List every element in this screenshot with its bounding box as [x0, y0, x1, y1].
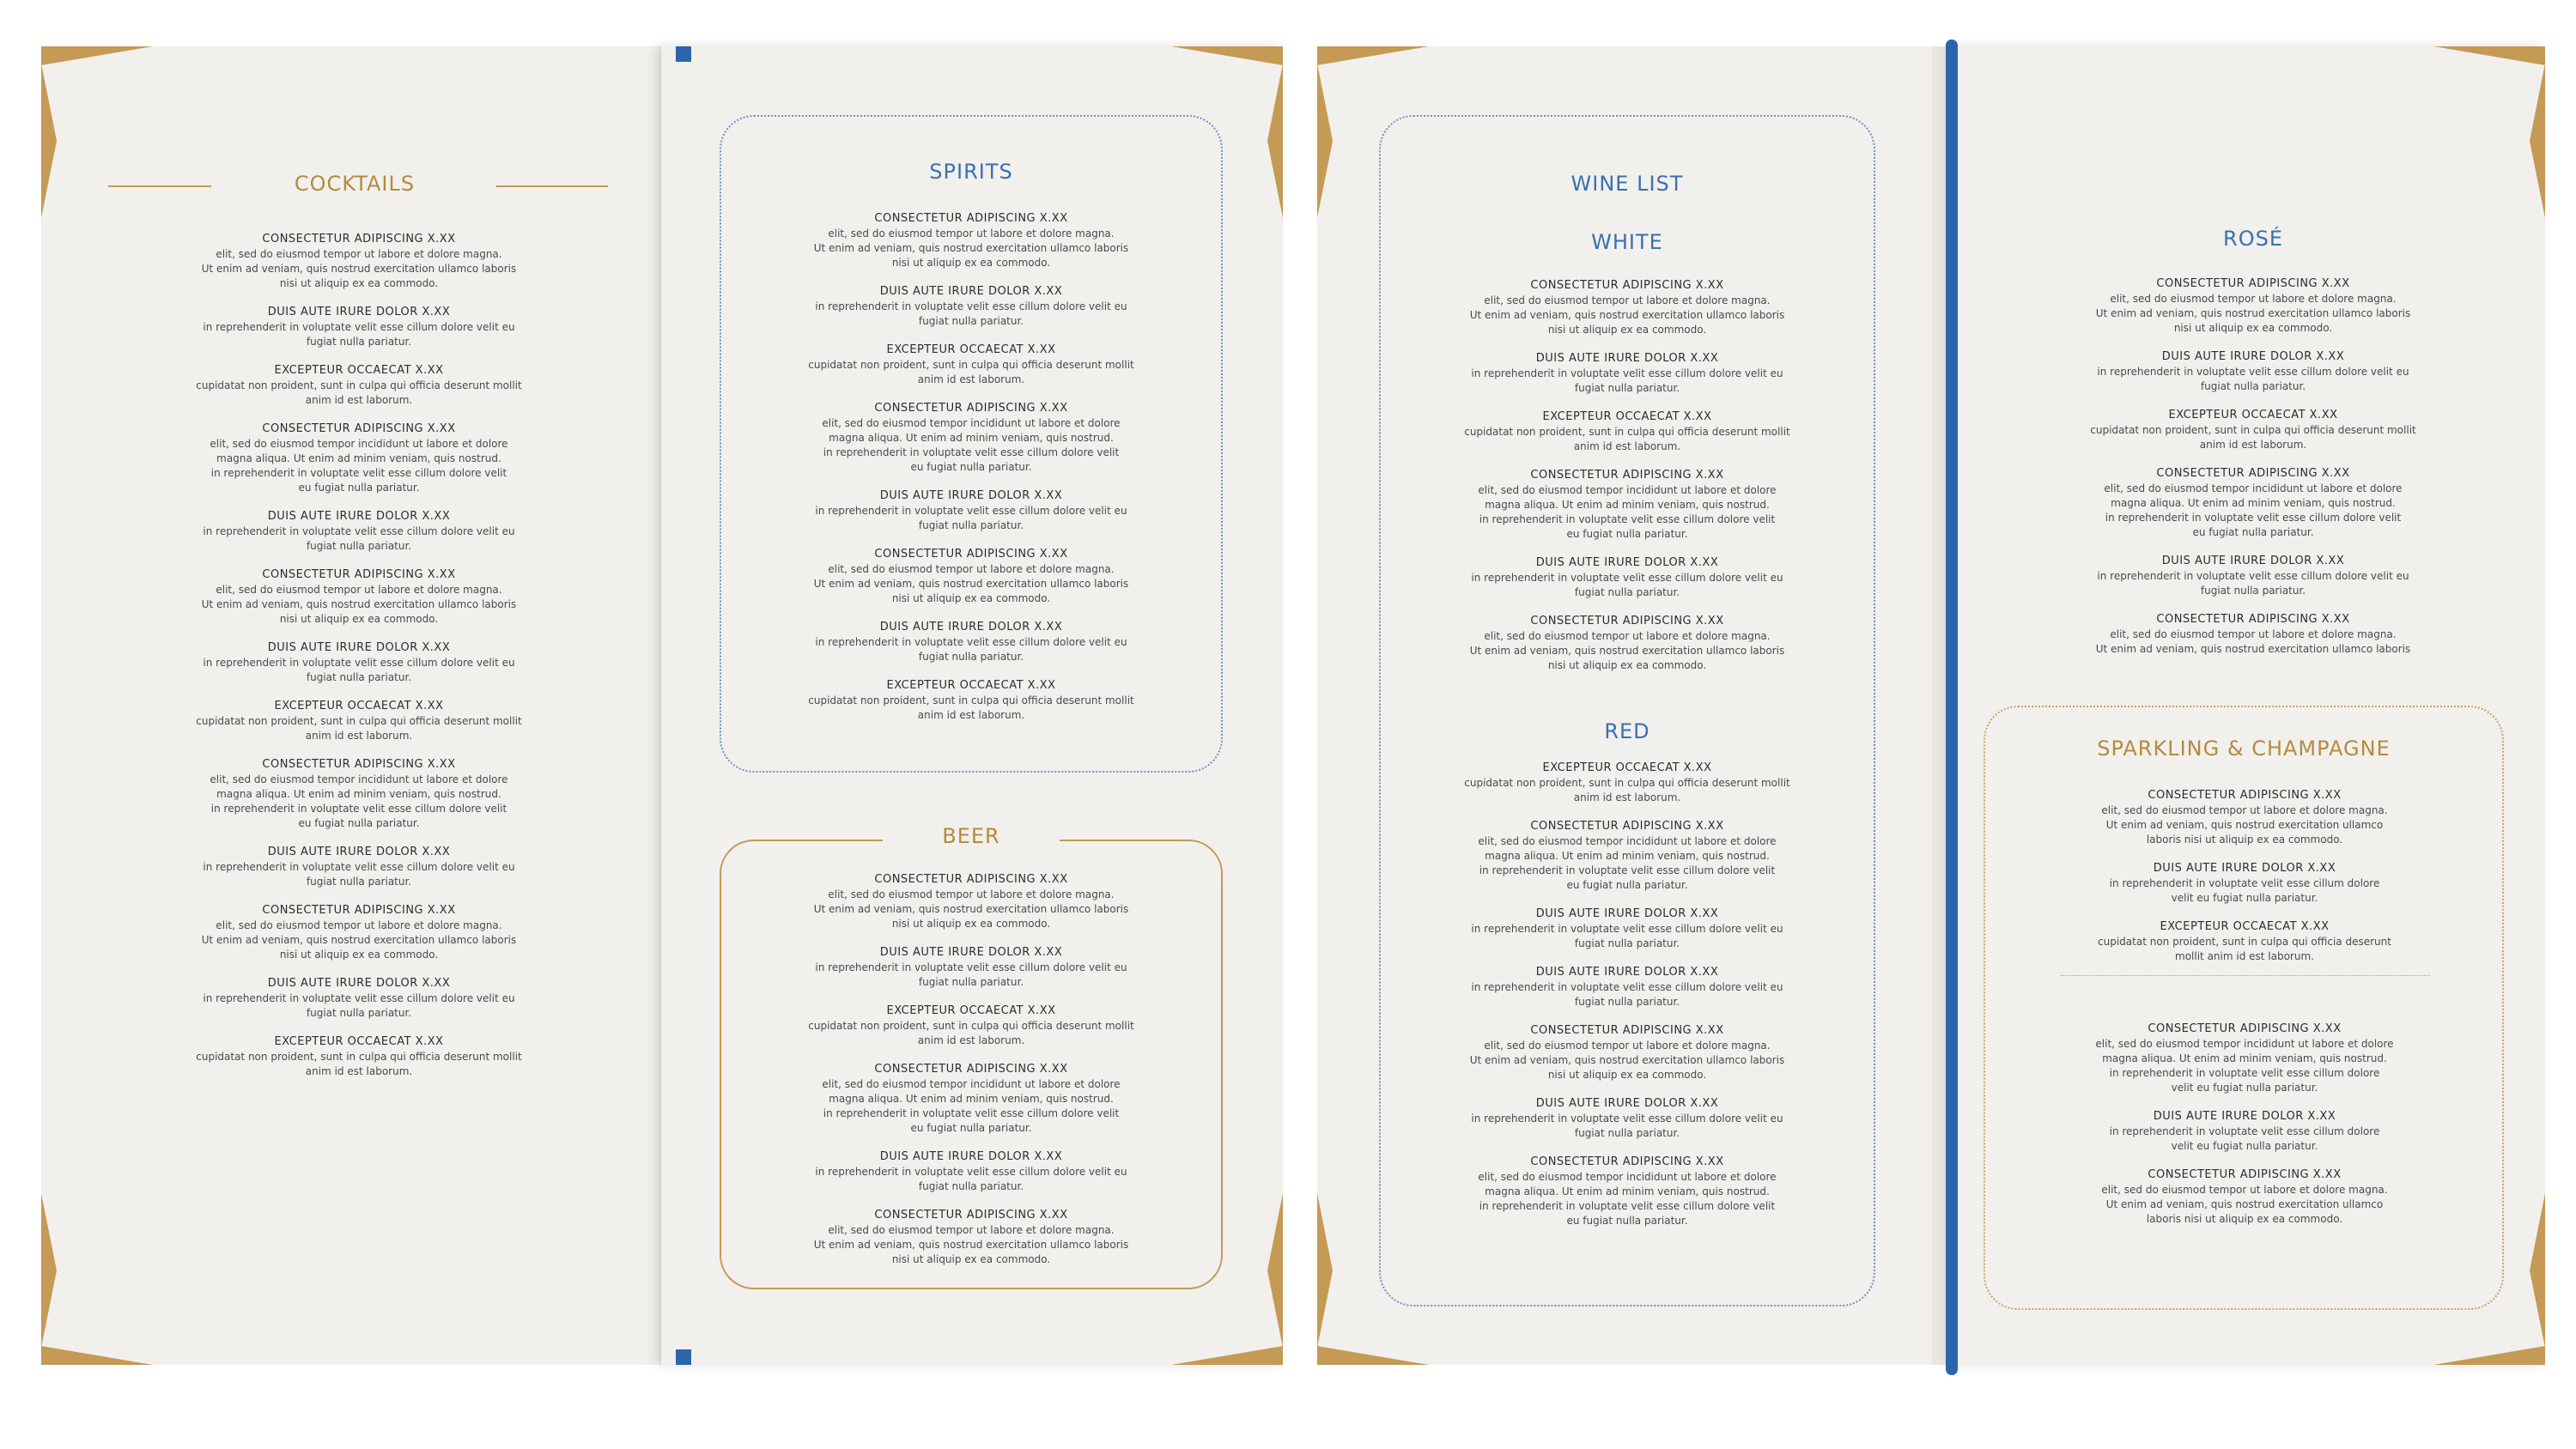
menu-item-name: CONSECTETUR ADIPISCING X.XX [1530, 615, 1724, 627]
menu-item-description: elit, sed do eiusmod tempor incididunt ut labore et dolore [210, 438, 508, 450]
menu-item [170, 699, 548, 743]
menu-item-description: in reprehenderit in voluptate velit esse cillum dolore [2109, 877, 2380, 889]
menu-item-description: fugiat nulla pariatur. [1574, 382, 1680, 394]
title-rule [108, 185, 211, 187]
menu-item-name: CONSECTETUR ADIPISCING X.XX [2156, 277, 2350, 290]
menu-item [1408, 819, 1846, 893]
menu-item [170, 421, 548, 495]
menu-item-description: magna aliqua. Ut enim ad minim veniam, quis nostrud. [829, 1093, 1114, 1105]
menu-item-description: in reprehenderit in voluptate velit esse cillum dolore velit [1479, 864, 1776, 876]
corner-ornament [41, 1193, 57, 1348]
menu-item-description: anim id est laborum. [305, 1065, 413, 1077]
menu-item-description: cupidatat non proident, sunt in culpa qui officia deserunt mollit [196, 379, 522, 391]
menu-item-description: elit, sed do eiusmod tempor ut labore et dolore magna. [216, 248, 502, 260]
corner-ornament [2433, 46, 2545, 65]
menu-item-description: magna aliqua. Ut enim ad minim veniam, quis nostrud. [1485, 1185, 1770, 1197]
menu-item-name: CONSECTETUR ADIPISCING X.XX [262, 758, 456, 771]
menu-item-description: Ut enim ad veniam, quis nostrud exercitation ullamco laboris [813, 242, 1129, 254]
menu-right [1317, 46, 2545, 1365]
red-title: RED [1604, 719, 1650, 743]
corner-ornament [1317, 46, 1429, 65]
menu-item-description: fugiat nulla pariatur. [918, 651, 1024, 663]
menu-item-description: magna aliqua. Ut enim ad minim veniam, quis nostrud. [216, 788, 501, 800]
menu-item-name: CONSECTETUR ADIPISCING X.XX [874, 1209, 1068, 1222]
menu-item [1408, 1096, 1846, 1141]
menu-item [754, 1062, 1188, 1136]
beer-list [754, 872, 1188, 1281]
menu-item-description: in reprehenderit in voluptate velit esse cillum dolore velit eu [203, 992, 515, 1004]
menu-item-name: CONSECTETUR ADIPISCING X.XX [262, 568, 456, 581]
menu-item [754, 945, 1188, 990]
menu-item-description: in reprehenderit in voluptate velit esse cillum dolore velit eu [815, 505, 1127, 517]
menu-item-description: elit, sed do eiusmod tempor ut labore et dolore magna. [2101, 804, 2388, 816]
menu-item [1408, 1023, 1846, 1082]
menu-item [170, 363, 548, 408]
corner-ornament [1171, 46, 1283, 65]
menu-item-description: magna aliqua. Ut enim ad minim veniam, quis nostrud. [1485, 499, 1770, 511]
menu-item-description: Ut enim ad veniam, quis nostrud exercitation ullamco laboris [1469, 1054, 1785, 1066]
menu-item-name: CONSECTETUR ADIPISCING X.XX [2148, 1022, 2342, 1035]
menu-item [754, 678, 1188, 723]
menu-item-description: Ut enim ad veniam, quis nostrud exercitation ullamco laboris [1469, 645, 1785, 657]
menu-item-description: nisi ut aliquip ex ea commodo. [891, 1253, 1051, 1265]
menu-item [754, 343, 1188, 387]
menu-item-description: elit, sed do eiusmod tempor incididunt ut labore et dolore [210, 773, 508, 785]
menu-item-name: CONSECTETUR ADIPISCING X.XX [2156, 467, 2350, 480]
menu-item-name: DUIS AUTE IRURE DOLOR X.XX [1535, 352, 1719, 365]
menu-item-description: in reprehenderit in voluptate velit esse cillum dolore velit [1479, 1200, 1776, 1212]
menu-item [2038, 466, 2468, 540]
menu-item-description: cupidatat non proident, sunt in culpa qui officia deserunt mollit [196, 715, 522, 727]
menu-item-description: eu fugiat nulla pariatur. [298, 482, 420, 494]
menu-item [2030, 861, 2459, 906]
menu-item-name: CONSECTETUR ADIPISCING X.XX [262, 904, 456, 917]
menu-item-description: Ut enim ad veniam, quis nostrud exercitation ullamco laboris [201, 934, 517, 946]
menu-item-description: elit, sed do eiusmod tempor ut labore et dolore magna. [2110, 628, 2397, 640]
menu-item-name: CONSECTETUR ADIPISCING X.XX [1530, 1024, 1724, 1037]
menu-item-name: CONSECTETUR ADIPISCING X.XX [1530, 1155, 1724, 1168]
menu-item-description: magna aliqua. Ut enim ad minim veniam, quis nostrud. [1485, 850, 1770, 862]
menu-item-description: laboris nisi ut aliquip ex ea commodo. [2146, 834, 2343, 846]
menu-item-description: eu fugiat nulla pariatur. [1566, 879, 1688, 891]
menu-item-description: nisi ut aliquip ex ea commodo. [891, 918, 1051, 930]
binding-strap [1946, 39, 1958, 1375]
menu-item-description: Ut enim ad veniam, quis nostrud exercitation ullamco [2105, 1198, 2384, 1210]
menu-item-description: nisi ut aliquip ex ea commodo. [1547, 324, 1707, 336]
spirits-list [754, 211, 1188, 737]
menu-item-name: EXCEPTEUR OCCAECAT X.XX [886, 343, 1056, 356]
menu-item-description: elit, sed do eiusmod tempor incididunt ut labore et dolore [1478, 484, 1777, 496]
menu-item-description: cupidatat non proident, sunt in culpa qui officia deserunt [2098, 936, 2391, 948]
menu-item-description: eu fugiat nulla pariatur. [2192, 526, 2314, 538]
menu-item-name: CONSECTETUR ADIPISCING X.XX [2156, 613, 2350, 626]
menu-item [170, 640, 548, 685]
menu-item-description: in reprehenderit in voluptate velit esse cillum dolore velit [823, 446, 1120, 458]
menu-item-description: nisi ut aliquip ex ea commodo. [1547, 1069, 1707, 1081]
menu-item [170, 509, 548, 554]
menu-item-description: in reprehenderit in voluptate velit esse cillum dolore [2109, 1125, 2380, 1137]
corner-ornament [41, 46, 153, 65]
menu-item-description: elit, sed do eiusmod tempor ut labore et dolore magna. [828, 1224, 1115, 1236]
menu-item-description: in reprehenderit in voluptate velit esse cillum dolore [2109, 1067, 2380, 1079]
corner-ornament [1317, 64, 1333, 218]
menu-item-description: fugiat nulla pariatur. [1574, 586, 1680, 598]
menu-item-name: DUIS AUTE IRURE DOLOR X.XX [267, 510, 451, 523]
menu-item-name: CONSECTETUR ADIPISCING X.XX [2148, 789, 2342, 802]
menu-item [754, 488, 1188, 533]
menu-item-name: CONSECTETUR ADIPISCING X.XX [874, 212, 1068, 225]
menu-item-description: anim id est laborum. [917, 1034, 1025, 1046]
menu-item-description: fugiat nulla pariatur. [918, 1180, 1024, 1192]
menu-item [2038, 276, 2468, 336]
white-list [1408, 278, 1846, 687]
menu-item [754, 547, 1188, 606]
corner-ornament [1267, 1193, 1283, 1348]
menu-item-description: elit, sed do eiusmod tempor ut labore et dolore magna. [2101, 1184, 2388, 1196]
menu-item-description: in reprehenderit in voluptate velit esse cillum dolore velit eu [815, 961, 1127, 973]
menu-item-description: cupidatat non proident, sunt in culpa qui officia deserunt mollit [808, 359, 1134, 371]
menu-item-description: elit, sed do eiusmod tempor ut labore et dolore magna. [828, 227, 1115, 239]
corner-ornament [2433, 1346, 2545, 1365]
corner-ornament [1317, 1346, 1429, 1365]
menu-item-description: cupidatat non proident, sunt in culpa qui officia deserunt mollit [1464, 426, 1790, 438]
corner-ornament [41, 1346, 153, 1365]
menu-item-name: CONSECTETUR ADIPISCING X.XX [874, 402, 1068, 415]
menu-item [1408, 278, 1846, 337]
menu-item [170, 232, 548, 291]
menu-item-description: eu fugiat nulla pariatur. [298, 817, 420, 829]
menu-item-description: elit, sed do eiusmod tempor incididunt ut labore et dolore [822, 1078, 1121, 1090]
menu-item-description: magna aliqua. Ut enim ad minim veniam, quis nostrud. [829, 432, 1114, 444]
menu-item-description: fugiat nulla pariatur. [918, 315, 1024, 327]
menu-item [754, 401, 1188, 475]
menu-item-description: in reprehenderit in voluptate velit esse cillum dolore velit eu [2097, 570, 2409, 582]
menu-item [2030, 1167, 2459, 1227]
menu-item-description: fugiat nulla pariatur. [2200, 380, 2306, 392]
menu-item-description: in reprehenderit in voluptate velit esse cillum dolore velit eu [1471, 981, 1783, 993]
menu-item-description: cupidatat non proident, sunt in culpa qui officia deserunt mollit [808, 1020, 1134, 1032]
menu-item-description: elit, sed do eiusmod tempor incididunt ut labore et dolore [822, 417, 1121, 429]
menu-item [1408, 555, 1846, 600]
menu-item-name: CONSECTETUR ADIPISCING X.XX [874, 1063, 1068, 1076]
menu-item-description: in reprehenderit in voluptate velit esse cillum dolore velit [210, 803, 507, 815]
menu-item-description: elit, sed do eiusmod tempor ut labore et dolore magna. [2110, 293, 2397, 305]
sparkling-divider [2061, 975, 2430, 977]
menu-item [1408, 1155, 1846, 1228]
menu-left [41, 46, 1283, 1365]
menu-item-description: Ut enim ad veniam, quis nostrud exercitation ullamco laboris [1469, 309, 1785, 321]
menu-item-description: Ut enim ad veniam, quis nostrud exercitation ullamco laboris [2095, 307, 2411, 319]
menu-item-name: DUIS AUTE IRURE DOLOR X.XX [879, 1150, 1063, 1163]
menu-item-description: in reprehenderit in voluptate velit esse cillum dolore velit [210, 467, 507, 479]
menu-item-description: in reprehenderit in voluptate velit esse cillum dolore velit [823, 1107, 1120, 1119]
cocktails-title: COCKTAILS [294, 172, 416, 196]
menu-item-description: in reprehenderit in voluptate velit esse cillum dolore velit eu [815, 1166, 1127, 1178]
rose-list [2038, 276, 2468, 670]
menu-item-description: nisi ut aliquip ex ea commodo. [279, 949, 439, 961]
corner-ornament [1171, 1346, 1283, 1365]
menu-item [754, 284, 1188, 329]
menu-item-description: in reprehenderit in voluptate velit esse cillum dolore velit eu [203, 321, 515, 333]
menu-item-description: eu fugiat nulla pariatur. [910, 461, 1032, 473]
menu-item [170, 1034, 548, 1079]
menu-item-description: velit eu fugiat nulla pariatur. [2171, 1082, 2318, 1094]
sparkling-title: SPARKLING & CHAMPAGNE [2097, 737, 2391, 761]
corner-ornament [41, 64, 57, 218]
menu-item-description: fugiat nulla pariatur. [1574, 937, 1680, 949]
menu-item [1408, 965, 1846, 1009]
menu-item [2038, 554, 2468, 598]
menu-item-name: EXCEPTEUR OCCAECAT X.XX [274, 364, 444, 377]
sparkling-list-top [2030, 788, 2459, 978]
menu-item-name: DUIS AUTE IRURE DOLOR X.XX [267, 846, 451, 858]
menu-item [754, 211, 1188, 270]
menu-item-description: velit eu fugiat nulla pariatur. [2171, 1140, 2318, 1152]
menu-item [170, 305, 548, 349]
menu-item [1408, 906, 1846, 951]
binding-clip [676, 46, 691, 62]
menu-item [754, 1208, 1188, 1267]
menu-item-description: elit, sed do eiusmod tempor incididunt ut labore et dolore [2104, 482, 2403, 494]
menu-item-description: fugiat nulla pariatur. [306, 1007, 412, 1019]
menu-item [170, 976, 548, 1021]
rose-title: ROSÉ [2223, 227, 2283, 251]
menu-item-name: DUIS AUTE IRURE DOLOR X.XX [879, 285, 1063, 298]
menu-item-description: in reprehenderit in voluptate velit esse cillum dolore velit eu [1471, 923, 1783, 935]
menu-item-name: EXCEPTEUR OCCAECAT X.XX [1542, 410, 1712, 423]
menu-item-name: CONSECTETUR ADIPISCING X.XX [874, 873, 1068, 886]
menu-item-name: DUIS AUTE IRURE DOLOR X.XX [879, 621, 1063, 634]
menu-item [1408, 614, 1846, 673]
menu-item [1408, 468, 1846, 542]
menu-item-name: CONSECTETUR ADIPISCING X.XX [1530, 820, 1724, 833]
menu-item-description: nisi ut aliquip ex ea commodo. [891, 257, 1051, 269]
menu-item-name: CONSECTETUR ADIPISCING X.XX [1530, 469, 1724, 482]
menu-item [1408, 351, 1846, 396]
menu-item-description: fugiat nulla pariatur. [918, 976, 1024, 988]
menu-item-description: in reprehenderit in voluptate velit esse cillum dolore velit eu [203, 861, 515, 873]
menu-item-description: fugiat nulla pariatur. [306, 540, 412, 552]
menu-item-description: elit, sed do eiusmod tempor ut labore et dolore magna. [828, 888, 1115, 900]
menu-item-description: in reprehenderit in voluptate velit esse cillum dolore velit eu [1471, 572, 1783, 584]
menu-item-description: cupidatat non proident, sunt in culpa qui officia deserunt mollit [808, 694, 1134, 706]
menu-item-description: nisi ut aliquip ex ea commodo. [1547, 659, 1707, 671]
menu-item [754, 1003, 1188, 1048]
menu-item-description: Ut enim ad veniam, quis nostrud exercitation ullamco laboris [813, 1239, 1129, 1251]
menu-item-name: DUIS AUTE IRURE DOLOR X.XX [1535, 556, 1719, 569]
menu-item-name: DUIS AUTE IRURE DOLOR X.XX [879, 489, 1063, 502]
menu-item-description: fugiat nulla pariatur. [306, 876, 412, 888]
menu-item-name: DUIS AUTE IRURE DOLOR X.XX [267, 306, 451, 318]
menu-item-description: in reprehenderit in voluptate velit esse cillum dolore velit eu [203, 657, 515, 669]
menu-item-description: cupidatat non proident, sunt in culpa qui officia deserunt mollit [2090, 424, 2416, 436]
menu-item-name: DUIS AUTE IRURE DOLOR X.XX [879, 946, 1063, 959]
menu-item-description: magna aliqua. Ut enim ad minim veniam, quis nostrud. [216, 452, 501, 464]
menu-item-name: CONSECTETUR ADIPISCING X.XX [874, 548, 1068, 561]
menu-item-description: elit, sed do eiusmod tempor ut labore et dolore magna. [1484, 630, 1771, 642]
menu-item-description: elit, sed do eiusmod tempor ut labore et dolore magna. [216, 919, 502, 931]
sparkling-list-bottom [2030, 1022, 2459, 1240]
menu-item-description: anim id est laborum. [1573, 791, 1681, 803]
menu-item-description: eu fugiat nulla pariatur. [1566, 528, 1688, 540]
red-list [1408, 761, 1846, 1242]
menu-item-description: Ut enim ad veniam, quis nostrud exercitation ullamco laboris [2095, 643, 2411, 655]
menu-item [2030, 919, 2459, 964]
menu-item [1408, 409, 1846, 454]
menu-item [754, 620, 1188, 664]
corner-ornament [2530, 1193, 2545, 1348]
menu-item [754, 1149, 1188, 1194]
menu-item-description: nisi ut aliquip ex ea commodo. [891, 592, 1051, 604]
menu-item-description: Ut enim ad veniam, quis nostrud exercitation ullamco laboris [813, 903, 1129, 915]
menu-item [754, 872, 1188, 931]
menu-item-description: Ut enim ad veniam, quis nostrud exercitation ullamco laboris [813, 578, 1129, 590]
menu-item-name: DUIS AUTE IRURE DOLOR X.XX [267, 641, 451, 654]
menu-item-name: DUIS AUTE IRURE DOLOR X.XX [1535, 966, 1719, 979]
menu-item-description: eu fugiat nulla pariatur. [1566, 1215, 1688, 1227]
menu-item-description: magna aliqua. Ut enim ad minim veniam, quis nostrud. [2111, 497, 2396, 509]
menu-item-description: elit, sed do eiusmod tempor incididunt ut labore et dolore [1478, 1171, 1777, 1183]
spirits-title: SPIRITS [929, 160, 1013, 184]
menu-item-description: elit, sed do eiusmod tempor ut labore et dolore magna. [1484, 294, 1771, 306]
menu-item-description: Ut enim ad veniam, quis nostrud exercitation ullamco laboris [201, 263, 517, 275]
menu-item-description: anim id est laborum. [917, 709, 1025, 721]
menu-item-name: DUIS AUTE IRURE DOLOR X.XX [267, 977, 451, 990]
menu-item-description: elit, sed do eiusmod tempor incididunt ut labore et dolore [2095, 1038, 2394, 1050]
menu-item-description: elit, sed do eiusmod tempor ut labore et dolore magna. [1484, 1040, 1771, 1052]
menu-item-description: anim id est laborum. [917, 373, 1025, 385]
menu-item-name: DUIS AUTE IRURE DOLOR X.XX [1535, 1097, 1719, 1110]
menu-item-description: in reprehenderit in voluptate velit esse cillum dolore velit eu [815, 636, 1127, 648]
menu-item-name: EXCEPTEUR OCCAECAT X.XX [2168, 409, 2338, 421]
corner-ornament [1267, 64, 1283, 218]
menu-item-description: in reprehenderit in voluptate velit esse cillum dolore velit [1479, 513, 1776, 525]
menu-item [2030, 788, 2459, 847]
menu-item [170, 757, 548, 831]
menu-item-description: Ut enim ad veniam, quis nostrud exercitation ullamco laboris [201, 598, 517, 610]
binding-clip [676, 1349, 691, 1365]
menu-item-description: anim id est laborum. [305, 730, 413, 742]
menu-item [2030, 1109, 2459, 1154]
menu-item-name: CONSECTETUR ADIPISCING X.XX [262, 422, 456, 435]
menu-item-description: fugiat nulla pariatur. [306, 671, 412, 683]
menu-item [2030, 1022, 2459, 1095]
menu-item [2038, 408, 2468, 452]
menu-item-name: DUIS AUTE IRURE DOLOR X.XX [2153, 862, 2336, 875]
menu-item-description: nisi ut aliquip ex ea commodo. [2173, 322, 2333, 334]
menu-item-description: cupidatat non proident, sunt in culpa qui officia deserunt mollit [196, 1051, 522, 1063]
menu-item-description: fugiat nulla pariatur. [2200, 585, 2306, 597]
menu-item [2038, 349, 2468, 394]
menu-item-description: fugiat nulla pariatur. [918, 519, 1024, 531]
menu-item [170, 903, 548, 962]
menu-item-name: EXCEPTEUR OCCAECAT X.XX [274, 700, 444, 712]
menu-item-name: EXCEPTEUR OCCAECAT X.XX [1542, 761, 1712, 774]
menu-item-description: velit eu fugiat nulla pariatur. [2171, 892, 2318, 904]
menu-item-name: DUIS AUTE IRURE DOLOR X.XX [2153, 1110, 2336, 1123]
menu-item-description: cupidatat non proident, sunt in culpa qui officia deserunt mollit [1464, 777, 1790, 789]
menu-item-name: CONSECTETUR ADIPISCING X.XX [2148, 1168, 2342, 1181]
menu-item-description: elit, sed do eiusmod tempor ut labore et dolore magna. [828, 563, 1115, 575]
title-rule [496, 185, 608, 187]
menu-item-name: EXCEPTEUR OCCAECAT X.XX [2160, 920, 2330, 933]
menu-item-description: anim id est laborum. [1573, 440, 1681, 452]
menu-item-description: in reprehenderit in voluptate velit esse cillum dolore velit eu [815, 300, 1127, 312]
menu-item-description: nisi ut aliquip ex ea commodo. [279, 613, 439, 625]
menu-item-description: fugiat nulla pariatur. [306, 336, 412, 348]
menu-item-description: Ut enim ad veniam, quis nostrud exercitation ullamco [2105, 819, 2384, 831]
menu-item-description: mollit anim id est laborum. [2175, 950, 2314, 962]
cocktails-list [170, 232, 548, 1093]
menu-item-name: CONSECTETUR ADIPISCING X.XX [1530, 279, 1724, 292]
menu-item-description: in reprehenderit in voluptate velit esse cillum dolore velit [2105, 512, 2402, 524]
menu-item-description: in reprehenderit in voluptate velit esse cillum dolore velit eu [1471, 367, 1783, 379]
menu-item-description: nisi ut aliquip ex ea commodo. [279, 277, 439, 289]
menu-item [170, 567, 548, 627]
menu-item-description: fugiat nulla pariatur. [1574, 996, 1680, 1008]
menu-item [1408, 761, 1846, 805]
menu-item [170, 845, 548, 889]
menu-item-description: fugiat nulla pariatur. [1574, 1127, 1680, 1139]
menu-item-description: magna aliqua. Ut enim ad minim veniam, quis nostrud. [2102, 1052, 2387, 1064]
menu-item-description: in reprehenderit in voluptate velit esse cillum dolore velit eu [2097, 366, 2409, 378]
menu-item-description: eu fugiat nulla pariatur. [910, 1122, 1032, 1134]
menu-item-description: anim id est laborum. [2199, 439, 2307, 451]
menu-item-name: DUIS AUTE IRURE DOLOR X.XX [2161, 555, 2345, 567]
menu-item-name: DUIS AUTE IRURE DOLOR X.XX [2161, 350, 2345, 363]
corner-ornament [2530, 64, 2545, 218]
menu-item-description: in reprehenderit in voluptate velit esse cillum dolore velit eu [203, 525, 515, 537]
menu-item-name: DUIS AUTE IRURE DOLOR X.XX [1535, 907, 1719, 920]
wine-list-title: WINE LIST [1571, 172, 1684, 196]
beer-title: BEER [883, 824, 1060, 848]
menu-item-description: anim id est laborum. [305, 394, 413, 406]
corner-ornament [1317, 1193, 1333, 1348]
white-title: WHITE [1591, 230, 1663, 254]
menu-item-name: EXCEPTEUR OCCAECAT X.XX [886, 1004, 1056, 1017]
menu-item-description: laboris nisi ut aliquip ex ea commodo. [2146, 1213, 2343, 1225]
menu-item-name: EXCEPTEUR OCCAECAT X.XX [274, 1035, 444, 1048]
menu-item-name: CONSECTETUR ADIPISCING X.XX [262, 233, 456, 246]
menu-item-description: elit, sed do eiusmod tempor ut labore et dolore magna. [216, 584, 502, 596]
menu-item-name: EXCEPTEUR OCCAECAT X.XX [886, 679, 1056, 692]
menu-item [2038, 612, 2468, 657]
menu-item-description: elit, sed do eiusmod tempor incididunt ut labore et dolore [1478, 835, 1777, 847]
menu-item-description: in reprehenderit in voluptate velit esse cillum dolore velit eu [1471, 1113, 1783, 1125]
